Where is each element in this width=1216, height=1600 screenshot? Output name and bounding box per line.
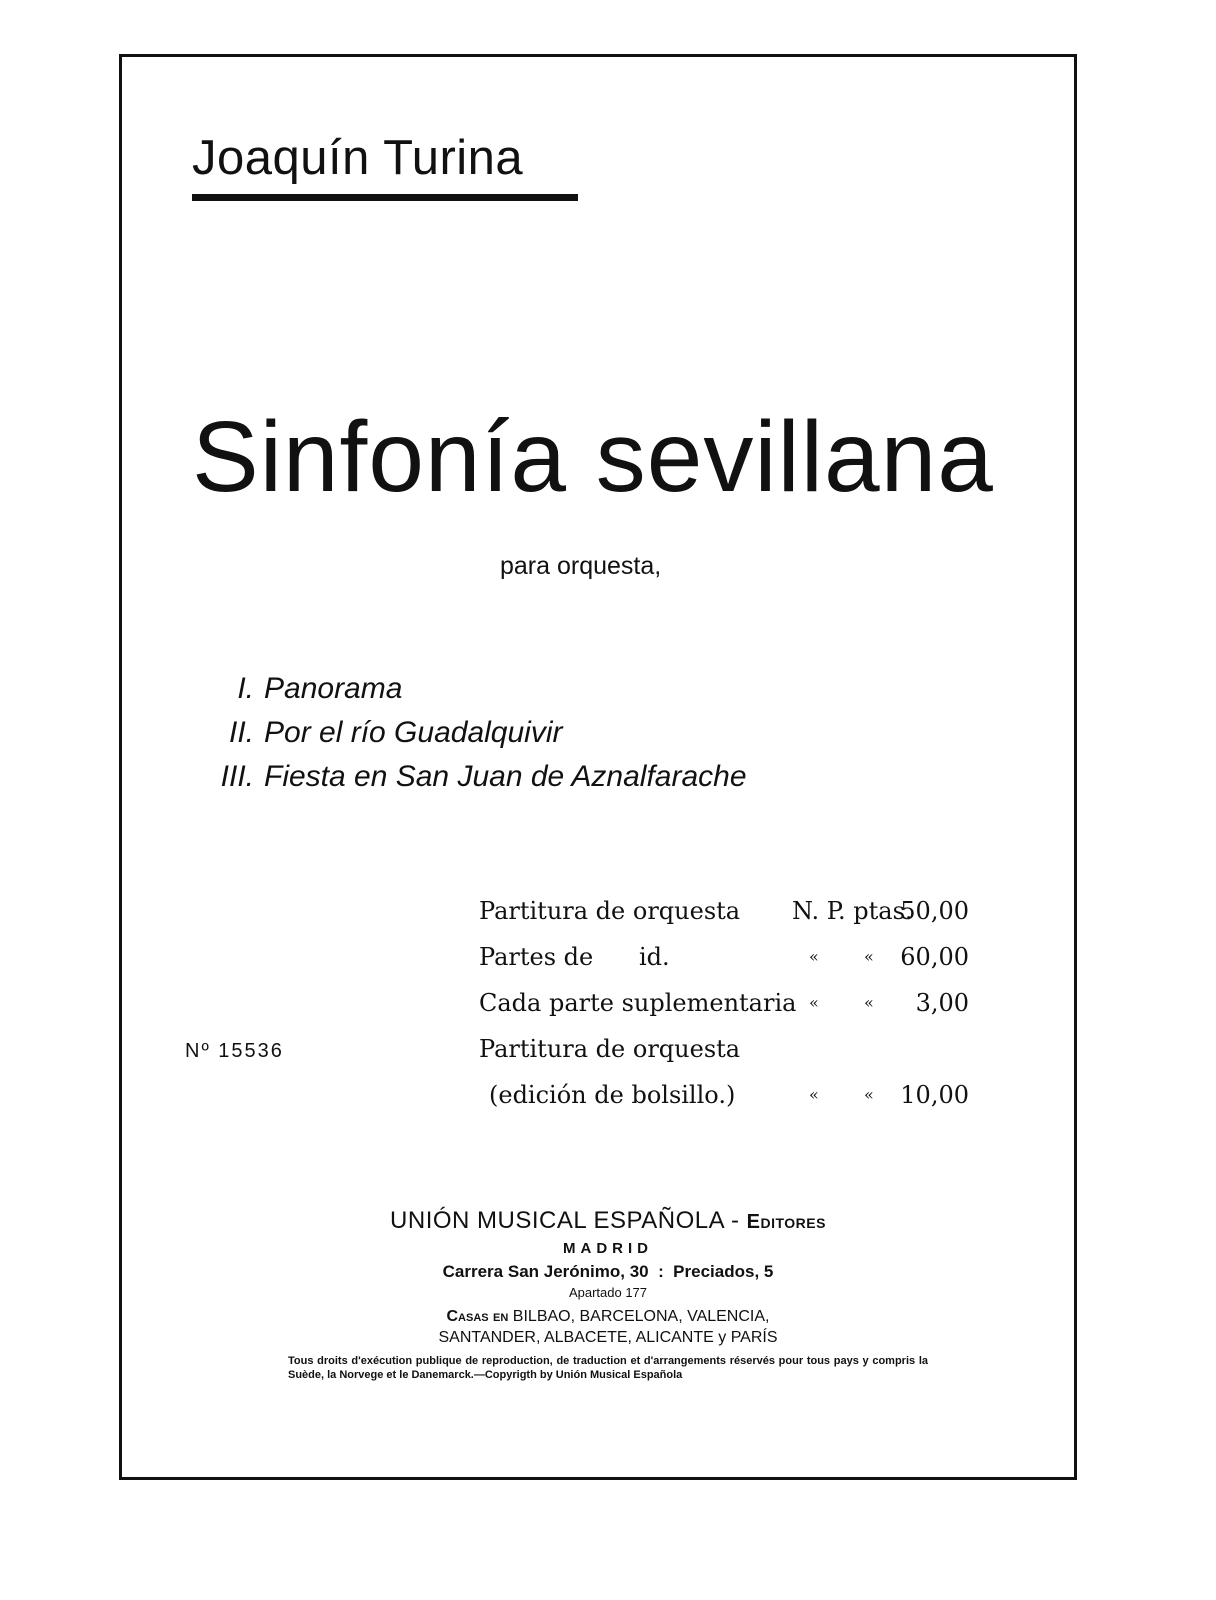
movement-name: Panorama [264,672,403,705]
composer-name: Joaquín Turina [192,131,524,185]
composer-underline [192,194,578,201]
ditto-mark: « [864,1085,874,1104]
work-title: Sinfonía sevillana [192,401,994,513]
price-row [479,1029,989,1075]
movement-name: Por el río Guadalquivir [264,716,563,749]
branches-line-1 [0,1306,1216,1327]
movement-item [200,757,747,801]
movement-numeral: III. [220,760,254,793]
publisher-separator: - [730,1207,740,1234]
work-subtitle: para orquesta, [500,552,662,580]
price-label: Cada parte suplementaria [479,989,797,1017]
ditto-mark: « [809,993,819,1012]
movement-list [200,669,747,801]
ditto-mark: « [864,993,874,1012]
branches-prefix: Casas en [446,1308,509,1325]
movement-item [200,713,747,757]
movement-numeral: II. [228,716,254,749]
price-unit: N. P. ptas. [792,897,913,925]
price-amount: 3,00 [915,989,969,1017]
price-row [479,1075,989,1121]
movement-numeral: I. [237,672,254,705]
publisher-branches [0,1306,1216,1348]
publisher-city: MADRID [563,1240,653,1257]
ditto-mark: « [809,1085,819,1104]
price-amount: 60,00 [900,943,969,971]
price-label: Partes de id. [479,943,670,971]
publisher-block [0,1205,1216,1382]
ditto-mark: « [864,947,874,966]
movement-item [200,669,747,713]
price-row [479,891,989,937]
branches-cities-2: SANTANDER, ALBACETE, ALICANTE y PARÍS [438,1329,778,1346]
catalog-number: Nº 15536 [185,1040,284,1062]
price-list [479,891,989,1121]
price-label: (edición de bolsillo.) [489,1081,736,1109]
branches-cities-1: BILBAO, BARCELONA, VALENCIA, [512,1308,770,1325]
price-row [479,983,989,1029]
rights-notice: Tous droits d'exécution publique de reproduction, de traduction et d'arrangements réservés pour tous pays y compris la Suède, la Norvege et le Danemarck.—Copyrigth by Unión Musical Española [288,1355,928,1381]
price-amount: 50,00 [900,897,969,925]
price-row [479,937,989,983]
publisher-role: Editores [746,1211,826,1233]
movement-name: Fiesta en San Juan de Aznalfarache [264,760,747,793]
price-label: Partitura de orquesta [479,1035,741,1063]
publisher-address: Carrera San Jerónimo, 30 : Preciados, 5 [442,1262,774,1281]
publisher-name-line [0,1205,1216,1238]
publisher-name: UNIÓN MUSICAL ESPAÑOLA [390,1207,724,1234]
ditto-mark: « [809,947,819,966]
price-label: Partitura de orquesta [479,897,741,925]
publisher-po-box: Apartado 177 [568,1285,648,1300]
price-amount: 10,00 [900,1081,969,1109]
